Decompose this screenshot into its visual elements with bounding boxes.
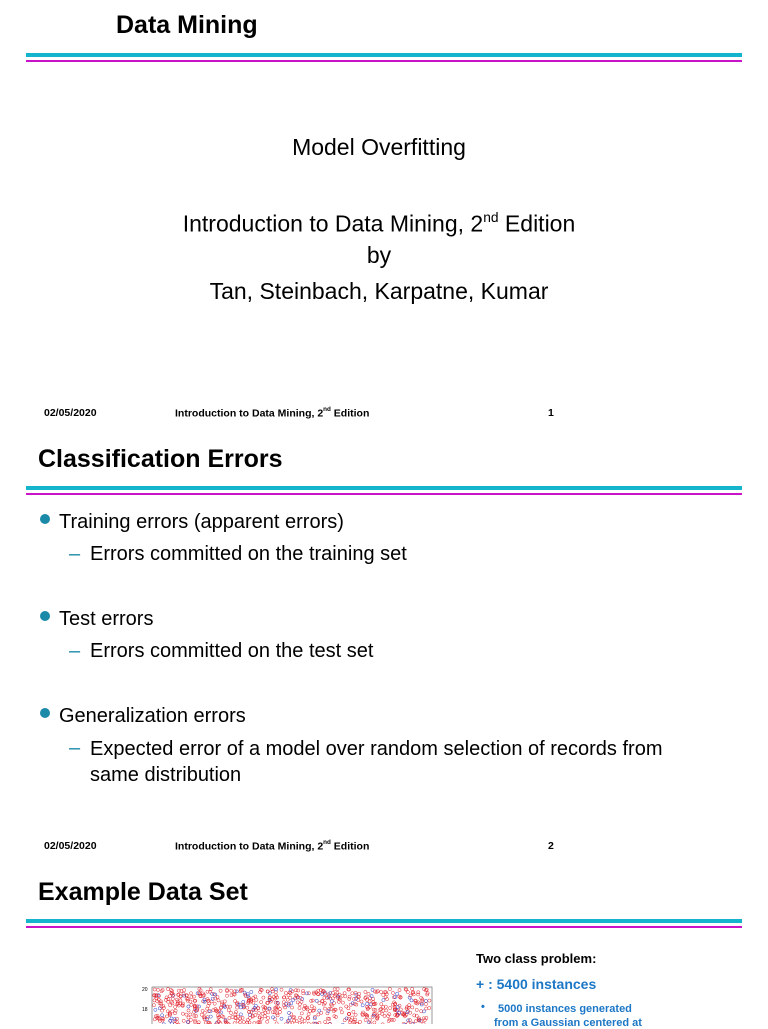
- scatter-point-red: [388, 988, 391, 991]
- scatter-point-red: [234, 1011, 237, 1014]
- scatter-point-blue: [330, 1000, 333, 1003]
- scatter-point-red: [201, 1009, 204, 1012]
- bullet-text: Training errors (apparent errors): [59, 511, 344, 533]
- footer-page-number: 2: [548, 840, 554, 852]
- scatter-point-blue: [410, 999, 413, 1002]
- slide1-topic: Model Overfitting: [292, 134, 466, 160]
- bullet-dot: [40, 611, 50, 621]
- scatter-point-red: [399, 1008, 402, 1011]
- scatter-point-red: [323, 1007, 326, 1010]
- scatter-point-red: [274, 994, 277, 997]
- scatter-point-red: [242, 1020, 245, 1023]
- scatter-point-red: [345, 1005, 348, 1008]
- scatter-point-red: [257, 1012, 260, 1015]
- scatter-point-red: [411, 987, 414, 990]
- scatter-point-red: [152, 1004, 155, 1007]
- scatter-point-blue: [250, 990, 253, 993]
- scatter-point-red: [223, 1000, 226, 1003]
- footer-date: 02/05/2020: [44, 840, 97, 852]
- scatter-point-red: [168, 995, 171, 998]
- scatter-point-red: [368, 1019, 371, 1022]
- scatter-point-red: [165, 1015, 168, 1018]
- scatter-point-red: [189, 1013, 192, 1016]
- scatter-point-red: [169, 1004, 172, 1007]
- slide1-by: by: [366, 242, 392, 268]
- scatter-point-red: [230, 994, 233, 997]
- scatter-point-red: [391, 991, 394, 994]
- scatter-point-blue: [408, 996, 411, 999]
- scatter-point-red: [203, 1011, 206, 1014]
- scatter-point-red: [189, 992, 192, 995]
- scatter-point-red: [197, 1021, 200, 1024]
- scatter-point-red: [231, 1016, 234, 1019]
- scatter-point-red: [200, 1013, 203, 1016]
- scatter-point-red: [425, 1007, 428, 1010]
- footer-page-number: 1: [548, 407, 554, 419]
- scatter-point-red: [333, 988, 336, 991]
- scatter-point-red: [364, 990, 367, 993]
- bullet-text: Generalization errors: [59, 705, 246, 727]
- scatter-point-red: [406, 990, 409, 993]
- sub-bullet-text: Errors committed on the training set: [90, 543, 407, 565]
- scatter-point-blue: [315, 999, 318, 1002]
- scatter-point-red: [411, 1006, 414, 1009]
- scatter-point-red: [183, 989, 186, 992]
- scatter-point-red: [380, 990, 383, 993]
- scatter-point-red: [385, 1009, 388, 1012]
- scatter-point-red: [381, 1013, 384, 1016]
- scatter-point-red: [266, 1020, 269, 1023]
- scatter-point-red: [415, 1014, 418, 1017]
- scatter-points: [152, 987, 431, 1024]
- scatter-point-red: [343, 1019, 346, 1022]
- scatter-point-red: [248, 1016, 251, 1019]
- scatter-point-red: [297, 989, 300, 992]
- scatter-point-red: [260, 1001, 263, 1004]
- scatter-point-red: [230, 989, 233, 992]
- scatter-point-red: [298, 1006, 301, 1009]
- scatter-point-red: [190, 1003, 193, 1006]
- scatter-point-red: [380, 1007, 383, 1010]
- title-rule-cyan: [26, 486, 742, 490]
- scatter-point-red: [296, 1001, 299, 1004]
- scatter-point-red: [271, 990, 274, 993]
- bullet-text: Test errors: [59, 608, 154, 630]
- scatter-point-blue: [209, 1015, 212, 1018]
- scatter-point-red: [162, 1005, 165, 1008]
- scatter-point-red: [383, 1014, 386, 1017]
- scatter-point-red: [368, 1000, 371, 1003]
- scatter-point-red: [234, 1000, 237, 1003]
- scatter-point-red: [300, 1012, 303, 1015]
- scatter-point-red: [246, 1006, 249, 1009]
- scatter-point-blue: [382, 999, 385, 1002]
- scatter-point-red: [153, 988, 156, 991]
- sub-bullet-dash: –: [69, 640, 81, 662]
- side-bullet-text: 5000 instances generated: [498, 1003, 632, 1015]
- footer-book: Introduction to Data Mining, 2nd Edition: [175, 406, 370, 420]
- scatter-point-blue: [243, 991, 246, 994]
- scatter-point-red: [217, 1016, 220, 1019]
- sub-bullet-text: Expected error of a model over random selection of records from same distribution: [90, 738, 663, 786]
- scatter-point-red: [428, 1006, 431, 1009]
- scatter-point-red: [182, 1019, 185, 1022]
- side-heading: Two class problem:: [476, 951, 597, 966]
- title-rule-magenta: [26, 60, 742, 62]
- y-tick-label: 20: [142, 987, 148, 993]
- scatter-point-red: [358, 1020, 361, 1023]
- scatter-point-red: [303, 1019, 306, 1022]
- scatter-point-red: [404, 987, 407, 990]
- scatter-point-blue: [154, 1008, 157, 1011]
- scatter-point-red: [181, 1012, 184, 1015]
- scatter-point-red: [341, 1001, 344, 1004]
- bullet-dot: [40, 708, 50, 718]
- scatter-point-red: [289, 992, 292, 995]
- scatter-point-blue: [366, 1002, 369, 1005]
- scatter-point-red: [336, 988, 339, 991]
- scatter-point-red: [166, 988, 169, 991]
- scatter-point-red: [263, 1015, 266, 1018]
- scatter-point-red: [298, 1016, 301, 1019]
- scatter-point-red: [236, 1006, 239, 1009]
- scatter-point-blue: [280, 1017, 283, 1020]
- scatter-point-blue: [187, 1005, 190, 1008]
- scatter-point-red: [282, 1001, 285, 1004]
- scatter-point-red: [417, 993, 420, 996]
- scatter-point-red: [234, 1013, 237, 1016]
- scatter-point-red: [262, 996, 265, 999]
- scatter-point-red: [414, 1020, 417, 1023]
- scatter-point-red: [347, 1007, 350, 1010]
- scatter-point-red: [409, 994, 412, 997]
- title-rule-magenta: [26, 493, 742, 495]
- scatter-point-blue: [318, 1009, 321, 1012]
- scatter-point-red: [302, 992, 305, 995]
- side-bullet-text-2: from a Gaussian centered at: [494, 1017, 642, 1029]
- scatter-point-red: [398, 989, 401, 992]
- scatter-point-red: [267, 1016, 270, 1019]
- scatter-point-red: [347, 1017, 350, 1020]
- scatter-point-red: [187, 1009, 190, 1012]
- scatter-point-red: [354, 1013, 357, 1016]
- scatter-point-red: [189, 1018, 192, 1021]
- scatter-point-red: [340, 1011, 343, 1014]
- scatter-point-red: [174, 1005, 177, 1008]
- title-rule-cyan: [26, 919, 742, 923]
- scatter-point-red: [284, 1006, 287, 1009]
- scatter-point-red: [424, 1003, 427, 1006]
- scatter-point-red: [352, 1010, 355, 1013]
- scatter-point-red: [348, 995, 351, 998]
- sub-bullet-dash: –: [69, 737, 81, 759]
- scatter-point-red: [284, 991, 287, 994]
- scatter-point-red: [348, 1021, 351, 1024]
- slide1-title: Data Mining: [116, 11, 258, 39]
- slide1-authors: Tan, Steinbach, Karpatne, Kumar: [209, 278, 549, 304]
- footer-date: 02/05/2020: [44, 407, 97, 419]
- scatter-point-blue: [239, 1013, 242, 1016]
- scatter-point-red: [217, 999, 220, 1002]
- scatter-point-red: [354, 991, 357, 994]
- scatter-point-red: [185, 1013, 188, 1016]
- scatter-point-red: [280, 988, 283, 991]
- scatter-point-blue: [361, 1004, 364, 1007]
- scatter-point-red: [271, 988, 274, 991]
- scatter-point-red: [317, 1013, 320, 1016]
- y-tick-label: 18: [142, 1007, 148, 1013]
- scatter-point-red: [171, 997, 174, 1000]
- scatter-point-red: [382, 1009, 385, 1012]
- title-rule-magenta: [26, 926, 742, 928]
- bullet-dot: [40, 514, 50, 524]
- scatter-point-red: [384, 990, 387, 993]
- scatter-point-red: [310, 1005, 313, 1008]
- scatter-point-red: [372, 1001, 375, 1004]
- scatter-point-red: [274, 1018, 277, 1021]
- sub-bullet-text: Errors committed on the test set: [90, 640, 374, 662]
- scatter-point-red: [318, 1002, 321, 1005]
- scatter-point-red: [219, 989, 222, 992]
- scatter-point-red: [367, 992, 370, 995]
- scatter-point-red: [290, 1006, 293, 1009]
- scatter-point-red: [415, 1008, 418, 1011]
- scatter-point-red: [307, 1013, 310, 1016]
- slide3-title: Example Data Set: [38, 878, 248, 906]
- scatter-point-blue: [396, 992, 399, 995]
- scatter-point-red: [156, 988, 159, 991]
- scatter-point-red: [278, 1007, 281, 1010]
- scatter-point-red: [286, 998, 289, 1001]
- scatter-point-red: [339, 1007, 342, 1010]
- scatter-point-red: [428, 999, 431, 1002]
- scatter-point-blue: [424, 999, 427, 1002]
- slide1-book-title: Introduction to Data Mining, 2nd Edition: [182, 209, 576, 237]
- side-bullet-char: •: [481, 1001, 485, 1013]
- scatter-point-red: [276, 1014, 279, 1017]
- scatter-point-blue: [305, 992, 308, 995]
- scatter-point-red: [227, 1009, 230, 1012]
- slide2-title: Classification Errors: [38, 445, 283, 473]
- scatter-point-blue: [288, 1016, 291, 1019]
- scatter-point-red: [351, 1016, 354, 1019]
- scatter-point-blue: [271, 1016, 274, 1019]
- scatter-point-red: [364, 1018, 367, 1021]
- scatter-point-red: [228, 1016, 231, 1019]
- side-class-count: + : 5400 instances: [476, 976, 597, 992]
- scatter-point-red: [175, 998, 178, 1001]
- scatter-point-red: [241, 1016, 244, 1019]
- scatter-point-red: [213, 1002, 216, 1005]
- scatter-plot: [142, 985, 434, 1024]
- scatter-point-red: [351, 992, 354, 995]
- sub-bullet-dash: –: [69, 543, 81, 565]
- scatter-point-blue: [290, 1002, 293, 1005]
- scatter-point-red: [389, 1006, 392, 1009]
- footer-book: Introduction to Data Mining, 2nd Edition: [175, 839, 370, 853]
- scatter-point-red: [225, 994, 228, 997]
- scatter-point-red: [255, 998, 258, 1001]
- title-rule-cyan: [26, 53, 742, 57]
- scatter-point-red: [360, 1000, 363, 1003]
